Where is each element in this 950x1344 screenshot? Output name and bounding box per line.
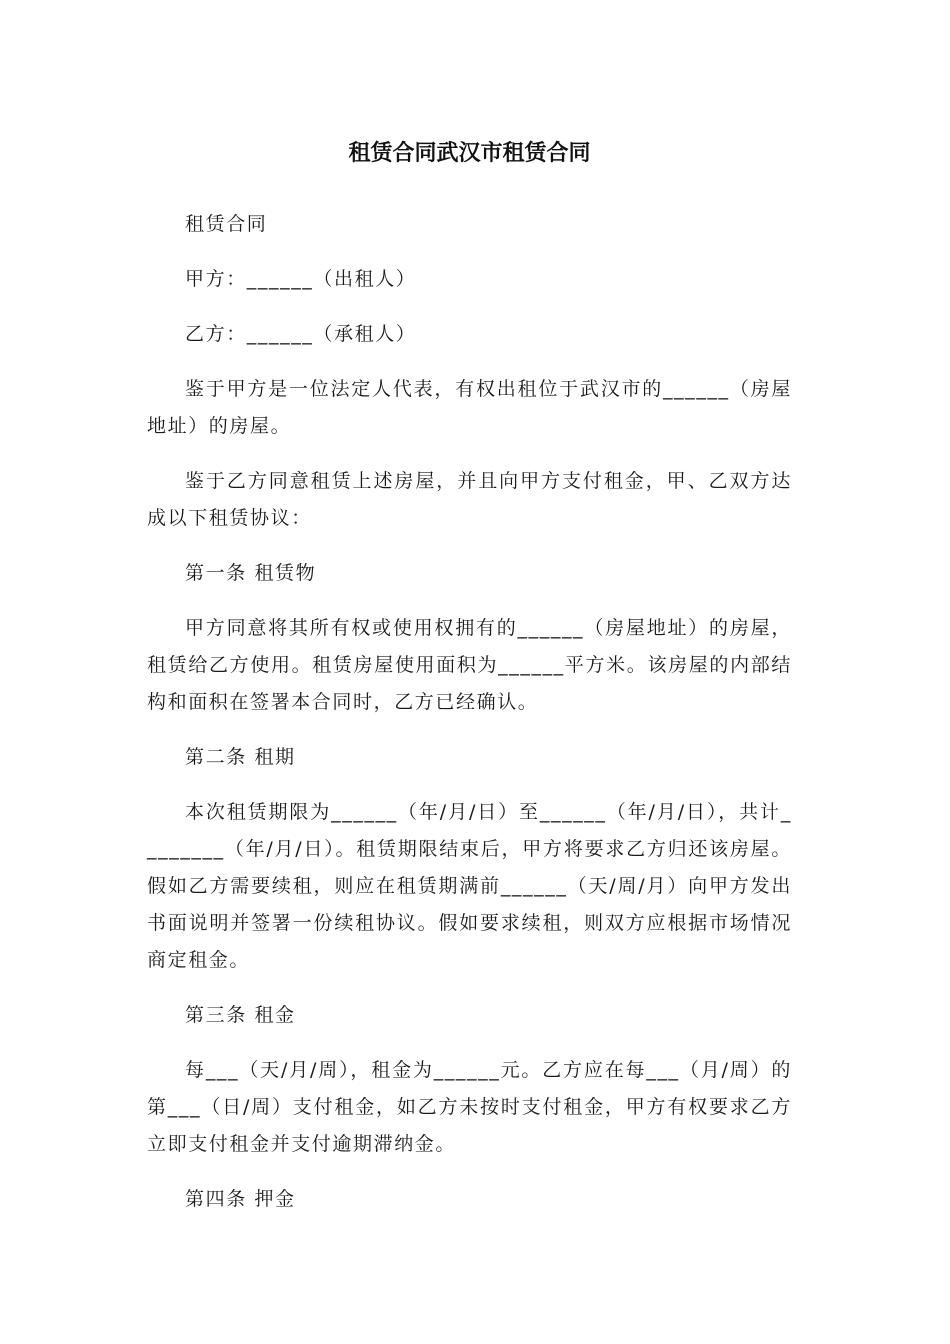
article-1-heading: 第一条 租赁物: [185, 562, 317, 584]
party-b-line: 乙方：______（承租人）: [185, 323, 417, 345]
document-body: [147, 206, 792, 1218]
article-1-body: 甲方同意将其所有权或使用权拥有的______（房屋地址）的房屋，租赁给乙方使用。租赁房屋使用面积为______平方米。该房屋的内部结构和面积在签署本合同时，乙方已经确认。: [147, 617, 792, 713]
recital-party-a: 鉴于甲方是一位法定人代表，有权出租位于武汉市的______（房屋地址）的房屋。: [147, 378, 792, 437]
recital-party-b: 鉴于乙方同意租赁上述房屋，并且向甲方支付租金，甲、乙双方达成以下租赁协议：: [147, 470, 792, 529]
article-2-body: 本次租赁期限为______（年/月/日）至______（年/月/日），共计________（年/月/日）。租赁期限结束后，甲方将要求乙方归还该房屋。假如乙方需要续租，则应在租赁期满前______（天/周/月）向甲方发出书面说明并签署一份续租协议。假如要求续租，则双方应根据市场情况商定租金。: [147, 801, 792, 971]
article-3-body: 每___（天/月/周），租金为______元。乙方应在每___（月/周）的第___（日/周）支付租金，如乙方未按时支付租金，甲方有权要求乙方立即支付租金并支付逾期滞纳金。: [147, 1059, 792, 1155]
article-4-heading: 第四条 押金: [185, 1188, 296, 1210]
party-a-line: 甲方：______（出租人）: [185, 268, 417, 290]
article-2-heading: 第二条 租期: [185, 746, 296, 768]
document-title: 租赁合同武汉市租赁合同: [348, 141, 591, 166]
article-3-heading: 第三条 租金: [185, 1004, 296, 1026]
doc-heading-label: 租赁合同: [185, 213, 268, 235]
